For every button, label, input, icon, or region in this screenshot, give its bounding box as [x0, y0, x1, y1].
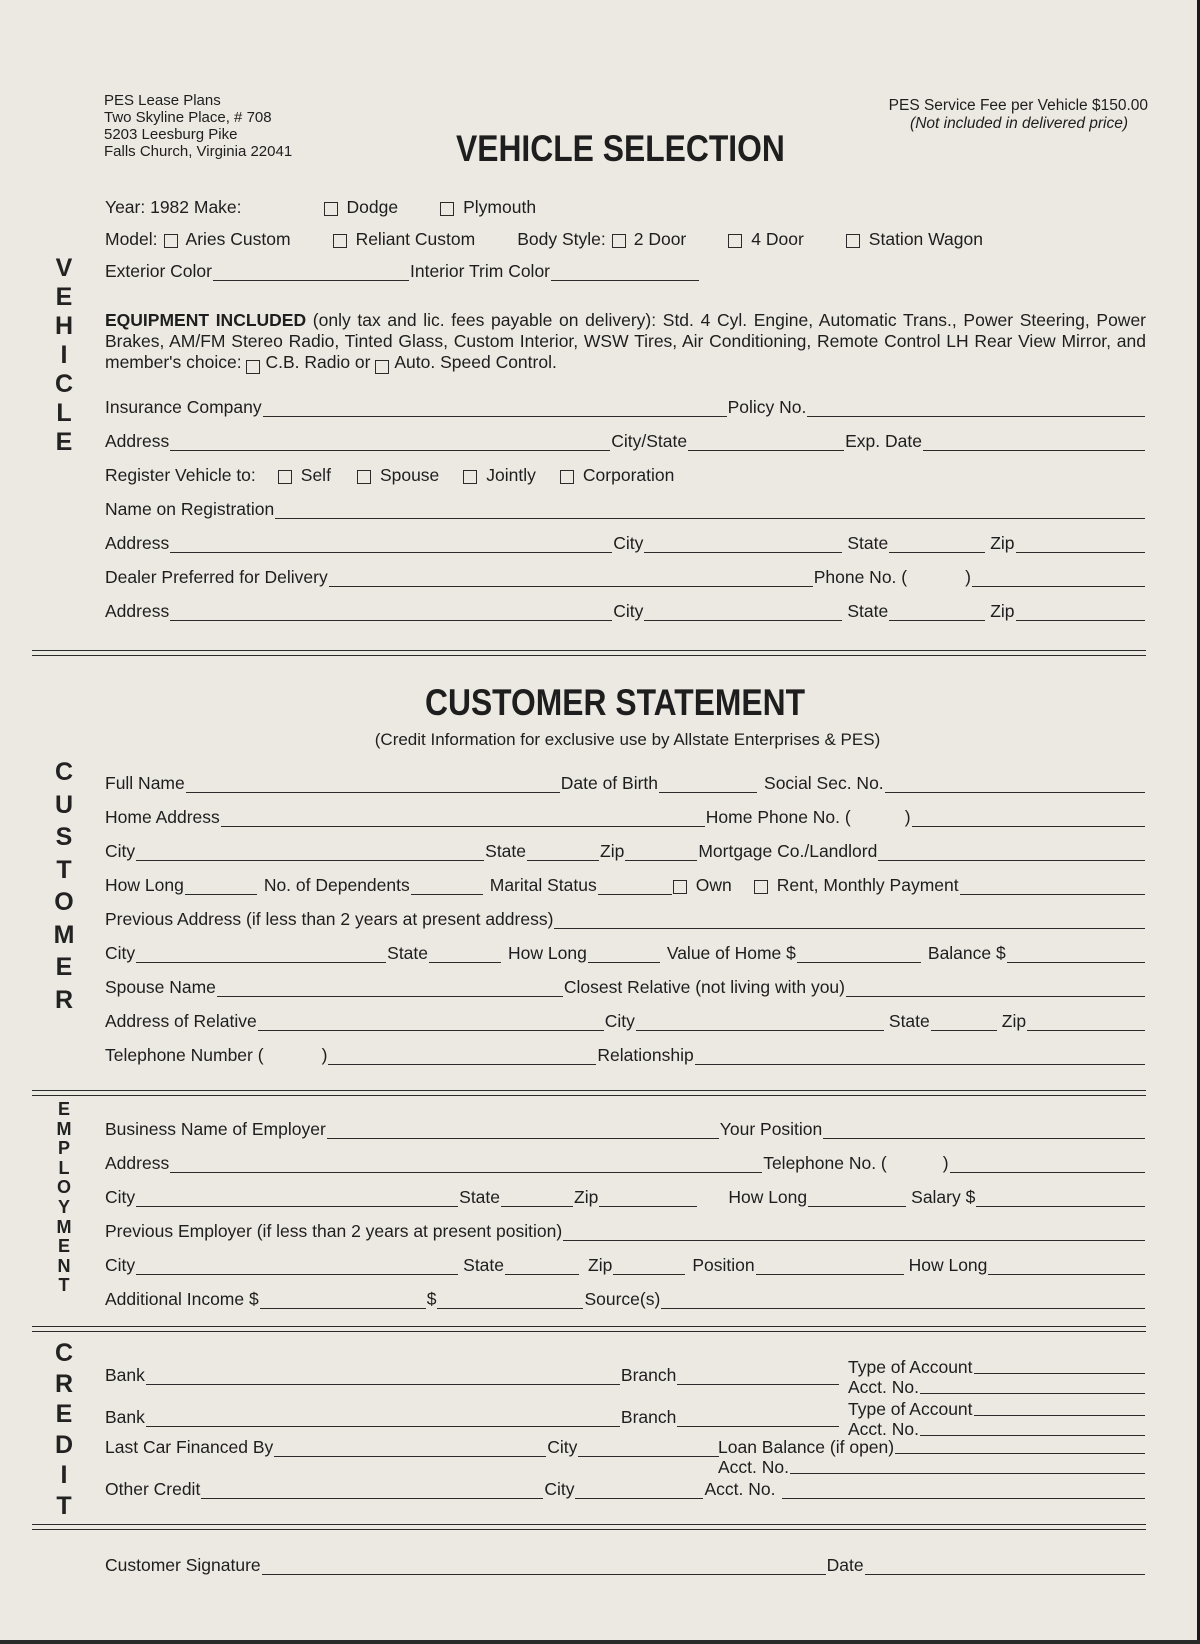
dealer-city-field[interactable] [644, 606, 842, 621]
other-credit-acct-field[interactable] [782, 1484, 1145, 1499]
section-divider [32, 1090, 1146, 1096]
previous-state-label: State [387, 943, 429, 963]
exp-date-field[interactable] [923, 436, 1145, 451]
registration-state-label: State [847, 533, 889, 553]
side-label-letter: E [55, 283, 73, 311]
side-label-letter: E [55, 953, 73, 981]
side-label-letter: H [54, 312, 74, 340]
previous-how-long-label: How Long [908, 1255, 988, 1275]
previous-address-label: Previous Address (if less than 2 years at present address) [105, 909, 554, 929]
dealer-row [105, 566, 1146, 590]
bank-row-2 [105, 1406, 840, 1430]
customer-how-long-field[interactable] [185, 880, 257, 895]
last-car-city-label: City [547, 1437, 578, 1457]
interior-trim-field[interactable] [551, 266, 699, 281]
acct-no-label: Acct. No. [848, 1377, 919, 1397]
customer-statement-subtitle: (Credit Information for exclusive use by Allstate Enterprises & PES) [374, 730, 881, 749]
employer-address-row [105, 1152, 1146, 1176]
service-fee-block [889, 97, 1148, 133]
side-label-letter: T [56, 1491, 72, 1520]
marital-status-field[interactable] [598, 880, 672, 895]
employer-row [105, 1118, 1146, 1142]
customer-state-field[interactable] [527, 846, 599, 861]
previous-city-label: City [105, 943, 136, 963]
dealer-label: Dealer Preferred for Delivery [105, 567, 328, 587]
type-of-account-field-2[interactable] [974, 1403, 1145, 1416]
value-of-home-field[interactable] [797, 948, 921, 963]
branch-label: Branch [620, 1365, 677, 1385]
home-address-label: Home Address [105, 807, 220, 827]
dob-label: Date of Birth [560, 773, 659, 793]
exterior-color-label: Exterior Color [105, 261, 212, 281]
customer-city-row [105, 840, 1146, 864]
branch-field-2[interactable] [677, 1412, 839, 1427]
dealer-phone-paren: ) [965, 567, 971, 587]
register-jointly-label: Jointly [486, 465, 536, 485]
mortgage-label: Mortgage Co./Landlord [698, 841, 878, 861]
last-car-city-field[interactable] [578, 1442, 719, 1457]
interior-trim-label: Interior Trim Color [409, 261, 551, 281]
registration-address-row [105, 532, 1146, 556]
side-label-credit [52, 1338, 76, 1521]
relationship-label: Relationship [597, 1045, 694, 1065]
employer-how-long-field[interactable] [808, 1192, 906, 1207]
model-label: Model: [105, 229, 158, 249]
previous-employer-row [105, 1220, 1146, 1244]
previous-employer-field[interactable] [563, 1226, 1145, 1241]
dob-field[interactable] [659, 778, 757, 793]
account-block-2 [848, 1400, 1146, 1442]
insurance-company-field[interactable] [263, 402, 727, 417]
two-door-checkbox[interactable] [612, 234, 626, 248]
side-label-letter: V [55, 254, 73, 282]
other-credit-city-label: City [544, 1479, 575, 1499]
signature-label: Customer Signature [105, 1555, 261, 1575]
two-door-label: 2 Door [633, 229, 687, 249]
city-state-field[interactable] [688, 436, 844, 451]
rent-label: Rent, Monthly Payment [776, 875, 959, 895]
home-phone-label: Home Phone No. ( [705, 807, 851, 827]
balance-field[interactable] [1007, 948, 1145, 963]
side-label-letter: N [57, 1255, 71, 1276]
side-label-letter: S [55, 823, 73, 851]
dealer-field[interactable] [329, 572, 813, 587]
previous-address-row [105, 908, 1146, 932]
ssn-field[interactable] [885, 778, 1145, 793]
side-label-letter: I [60, 1461, 68, 1489]
branch-label-2: Branch [620, 1407, 677, 1427]
previous-city-row [105, 942, 1146, 966]
other-credit-row [105, 1478, 1146, 1502]
body-style-label: Body Style: [517, 229, 606, 249]
section-divider [32, 1524, 1146, 1530]
rent-checkbox[interactable] [754, 880, 768, 894]
telephone-label: Telephone Number ( [105, 1045, 264, 1065]
side-label-letter: O [54, 888, 74, 916]
side-label-letter: D [54, 1430, 74, 1459]
value-of-home-label: Value of Home $ [666, 943, 796, 963]
closest-relative-label: Closest Relative (not living with you) [563, 977, 845, 997]
branch-field[interactable] [677, 1370, 839, 1385]
sender-address [104, 92, 292, 160]
type-of-account-field[interactable] [974, 1361, 1145, 1374]
employer-label: Business Name of Employer [105, 1119, 326, 1139]
full-name-row [105, 772, 1146, 796]
insurance-address-row [105, 430, 1146, 454]
dealer-state-label: State [847, 601, 889, 621]
register-spouse-label: Spouse [379, 465, 440, 485]
how-long-row [105, 874, 1146, 898]
previous-employer-zip-field[interactable] [613, 1260, 685, 1275]
plymouth-checkbox[interactable] [440, 202, 454, 216]
register-self-label: Self [300, 465, 331, 485]
telephone-paren: ) [321, 1045, 328, 1065]
cb-radio-checkbox[interactable] [246, 360, 260, 374]
home-phone-paren: ) [904, 807, 911, 827]
registration-city-field[interactable] [644, 538, 842, 553]
customer-city-label: City [105, 841, 136, 861]
speed-control-label: Auto. Speed Control. [394, 352, 557, 372]
marital-status-label: Marital Status [489, 875, 597, 895]
type-of-account-label: Type of Account [848, 1357, 973, 1377]
employer-how-long-label: How Long [728, 1187, 808, 1207]
customer-zip-label: Zip [600, 841, 625, 861]
speed-control-checkbox[interactable] [375, 360, 389, 374]
previous-employer-city-row [105, 1254, 1146, 1278]
loan-acct-no-field[interactable] [790, 1461, 1145, 1474]
signature-date-label: Date [826, 1555, 864, 1575]
balance-label: Balance $ [927, 943, 1006, 963]
type-of-account-label-2: Type of Account [848, 1399, 973, 1419]
last-car-label: Last Car Financed By [105, 1437, 274, 1457]
registration-address-field[interactable] [170, 538, 612, 553]
customer-city-field[interactable] [136, 846, 484, 861]
employer-phone-label: Telephone No. ( [763, 1153, 887, 1173]
equipment-included [105, 310, 1146, 373]
previous-employer-zip-label: Zip [588, 1255, 613, 1275]
customer-statement-title: CUSTOMER STATEMENT [425, 682, 806, 723]
insurance-row [105, 396, 1146, 420]
aries-custom-checkbox[interactable] [164, 234, 178, 248]
employer-city-field[interactable] [136, 1192, 458, 1207]
your-position-field[interactable] [823, 1124, 1145, 1139]
register-corporation-checkbox[interactable] [560, 470, 574, 484]
exterior-color-field[interactable] [213, 266, 409, 281]
employer-zip-field[interactable] [599, 1192, 697, 1207]
additional-income-field[interactable] [260, 1294, 426, 1309]
side-label-letter: E [55, 1400, 73, 1428]
side-label-letter: T [58, 1275, 70, 1296]
employer-state-label: State [459, 1187, 501, 1207]
spouse-name-field[interactable] [217, 982, 563, 997]
relative-city-label: City [604, 1011, 635, 1031]
telephone-field[interactable] [328, 1050, 596, 1065]
bank-field-2[interactable] [146, 1412, 620, 1427]
acct-no-field[interactable] [920, 1381, 1145, 1394]
employer-phone-paren: ) [942, 1153, 949, 1173]
employer-zip-label: Zip [574, 1187, 599, 1207]
section-divider [32, 1326, 1146, 1332]
relative-state-field[interactable] [931, 1016, 997, 1031]
registration-name-field[interactable] [275, 504, 1145, 519]
address-line: 5203 Leesburg Pike [104, 126, 238, 143]
additional-income-row [105, 1288, 1146, 1312]
bank-row-1 [105, 1364, 840, 1388]
side-label-letter: R [54, 1369, 74, 1398]
policy-no-label: Policy No. [727, 397, 807, 417]
loan-balance-block [718, 1438, 1146, 1480]
full-name-label: Full Name [105, 773, 185, 793]
registration-name-row [105, 498, 1146, 522]
address-line: PES Lease Plans [104, 92, 221, 109]
side-label-vehicle [52, 254, 76, 457]
side-label-letter: E [55, 428, 73, 456]
signature-row [105, 1554, 1146, 1578]
side-label-letter: M [56, 1118, 72, 1139]
previous-employer-city-field[interactable] [136, 1260, 458, 1275]
employer-address-label: Address [105, 1153, 170, 1173]
registration-state-field[interactable] [889, 538, 985, 553]
acct-no-field-2[interactable] [920, 1423, 1145, 1436]
previous-state-field[interactable] [429, 948, 501, 963]
insurance-address-label: Address [105, 431, 170, 451]
customer-how-long-label: How Long [105, 875, 184, 895]
service-fee: PES Service Fee per Vehicle $150.00 [888, 97, 1148, 114]
employer-state-field[interactable] [501, 1192, 573, 1207]
sources-label: Source(s) [584, 1289, 661, 1309]
customer-state-label: State [485, 841, 527, 861]
salary-label: Salary $ [911, 1187, 976, 1207]
acct-no-label-2: Acct. No. [848, 1419, 919, 1439]
signature-field[interactable] [262, 1560, 826, 1575]
side-label-letter: M [53, 920, 75, 949]
side-label-customer [52, 756, 76, 1016]
register-row [105, 464, 1146, 488]
registration-name-label: Name on Registration [105, 499, 275, 519]
loan-acct-no-label: Acct. No. [718, 1457, 789, 1477]
station-wagon-checkbox[interactable] [846, 234, 860, 248]
exp-date-label: Exp. Date [845, 431, 922, 451]
previous-employer-state-label: State [463, 1255, 505, 1275]
relative-city-field[interactable] [636, 1016, 884, 1031]
dealer-address-label: Address [105, 601, 170, 621]
relative-address-label: Address of Relative [105, 1011, 257, 1031]
plymouth-label: Plymouth [463, 197, 537, 217]
relative-address-field[interactable] [258, 1016, 604, 1031]
additional-income-dollar: $ [426, 1289, 437, 1309]
your-position-label: Your Position [719, 1119, 823, 1139]
insurance-company-label: Insurance Company [105, 397, 262, 417]
equipment-heading: EQUIPMENT INCLUDED [105, 310, 307, 330]
dependents-label: No. of Dependents [263, 875, 410, 895]
previous-how-long-label: How Long [508, 943, 587, 963]
dealer-zip-field[interactable] [1016, 606, 1145, 621]
side-label-letter: C [54, 758, 74, 786]
previous-how-long-field[interactable] [988, 1260, 1145, 1275]
reliant-custom-label: Reliant Custom [355, 229, 476, 249]
register-label: Register Vehicle to: [105, 465, 256, 485]
cb-radio-label: C.B. Radio or [265, 352, 371, 372]
reliant-custom-checkbox[interactable] [333, 234, 347, 248]
side-label-letter: C [54, 1339, 74, 1367]
insurance-address-field[interactable] [170, 436, 610, 451]
loan-balance-label: Loan Balance (if open) [718, 1437, 895, 1457]
section-divider [32, 650, 1146, 656]
other-credit-field[interactable] [201, 1484, 543, 1499]
closest-relative-field[interactable] [846, 982, 1145, 997]
side-label-letter: R [54, 985, 74, 1014]
other-credit-city-field[interactable] [575, 1484, 703, 1499]
side-label-letter: E [57, 1236, 70, 1257]
dealer-address-row [105, 600, 1146, 624]
side-label-letter: E [57, 1099, 70, 1119]
dodge-checkbox[interactable] [324, 202, 338, 216]
dodge-label: Dodge [346, 197, 399, 217]
customer-zip-field[interactable] [625, 846, 697, 861]
equipment-text: (only tax and lic. fees payable on delivery): Std. 4 Cyl. Engine, Automatic Trans., Power Steering, Power Brakes, AM/FM Stereo Radio, Tinted Glass, Custom Interior, WSW Tires, Air Conditioning, Remote Control LH Rear View Mirror, and member's choice: [105, 310, 1147, 372]
year-make-label: Year: 1982 Make: [105, 197, 242, 217]
relative-zip-label: Zip [1001, 1011, 1027, 1031]
page-edge-bottom [0, 1640, 1200, 1644]
model-row [105, 228, 1146, 252]
relationship-field[interactable] [695, 1050, 1145, 1065]
registration-address-label: Address [105, 533, 170, 553]
telephone-row [105, 1044, 1146, 1068]
four-door-checkbox[interactable] [728, 234, 742, 248]
color-row [105, 260, 1146, 284]
side-label-letter: I [60, 341, 68, 369]
dealer-city-label: City [613, 601, 644, 621]
side-label-employment [54, 1100, 74, 1296]
registration-city-label: City [613, 533, 644, 553]
address-line: Falls Church, Virginia 22041 [104, 143, 293, 160]
account-block-1 [848, 1358, 1146, 1400]
side-label-letter: Y [57, 1196, 70, 1217]
vehicle-selection-title: VEHICLE SELECTION [456, 128, 785, 169]
side-label-letter: O [56, 1177, 71, 1198]
side-label-letter: M [56, 1216, 72, 1237]
last-car-row [105, 1436, 720, 1460]
own-label: Own [695, 875, 732, 895]
register-jointly-checkbox[interactable] [463, 470, 477, 484]
address-line: Two Skyline Place, # 708 [104, 109, 272, 126]
employer-city-label: City [105, 1187, 136, 1207]
employer-city-row [105, 1186, 1146, 1210]
aries-custom-label: Aries Custom [185, 229, 291, 249]
dealer-phone-field[interactable] [972, 572, 1145, 587]
four-door-label: 4 Door [751, 229, 804, 249]
previous-city-field[interactable] [136, 948, 386, 963]
mortgage-field[interactable] [878, 846, 1145, 861]
register-corporation-label: Corporation [582, 465, 675, 485]
previous-address-field[interactable] [554, 914, 1145, 929]
other-credit-label: Other Credit [105, 1479, 201, 1499]
previous-employer-label: Previous Employer (if less than 2 years at present position) [105, 1221, 563, 1241]
dealer-zip-label: Zip [990, 601, 1015, 621]
relative-address-row [105, 1010, 1146, 1034]
additional-income-field-2[interactable] [437, 1294, 583, 1309]
other-credit-acct-label: Acct. No. [704, 1479, 776, 1499]
full-name-field[interactable] [186, 778, 560, 793]
own-checkbox[interactable] [673, 880, 687, 894]
policy-no-field[interactable] [807, 402, 1145, 417]
dealer-phone-label: Phone No. ( [813, 567, 908, 587]
last-car-field[interactable] [274, 1442, 546, 1457]
spouse-row [105, 976, 1146, 1000]
dealer-state-field[interactable] [889, 606, 985, 621]
bank-label-2: Bank [105, 1407, 145, 1427]
side-label-letter: L [58, 1157, 70, 1178]
side-label-letter: C [54, 370, 74, 398]
service-fee-note: (Not included in delivered price) [910, 115, 1128, 132]
relative-state-label: State [888, 1011, 930, 1031]
home-address-row [105, 806, 1146, 830]
home-phone-field[interactable] [912, 812, 1145, 827]
relative-zip-field[interactable] [1027, 1016, 1145, 1031]
register-spouse-checkbox[interactable] [357, 470, 371, 484]
registration-zip-field[interactable] [1016, 538, 1145, 553]
register-self-checkbox[interactable] [278, 470, 292, 484]
ssn-label: Social Sec. No. [764, 773, 884, 793]
employer-phone-field[interactable] [950, 1158, 1145, 1173]
bank-field[interactable] [146, 1370, 620, 1385]
previous-position-field[interactable] [756, 1260, 904, 1275]
previous-position-label: Position [692, 1255, 755, 1275]
employer-address-field[interactable] [170, 1158, 762, 1173]
sources-field[interactable] [661, 1294, 1145, 1309]
dependents-field[interactable] [411, 880, 483, 895]
year-make-row [105, 196, 1146, 220]
side-label-letter: L [56, 399, 72, 427]
city-state-label: City/State [611, 431, 688, 451]
loan-balance-field[interactable] [895, 1441, 1145, 1454]
station-wagon-label: Station Wagon [868, 229, 983, 249]
previous-how-long-field[interactable] [588, 948, 660, 963]
signature-date-field[interactable] [865, 1560, 1145, 1575]
previous-employer-state-field[interactable] [505, 1260, 579, 1275]
home-address-field[interactable] [221, 812, 705, 827]
rent-payment-field[interactable] [960, 880, 1145, 895]
employer-field[interactable] [327, 1124, 719, 1139]
side-label-letter: P [57, 1138, 70, 1159]
dealer-address-field[interactable] [170, 606, 612, 621]
side-label-letter: T [56, 855, 72, 884]
spouse-name-label: Spouse Name [105, 977, 216, 997]
previous-employer-city-label: City [105, 1255, 136, 1275]
additional-income-label: Additional Income $ [105, 1289, 259, 1309]
bank-label: Bank [105, 1365, 145, 1385]
registration-zip-label: Zip [990, 533, 1015, 553]
salary-field[interactable] [976, 1192, 1145, 1207]
side-label-letter: U [54, 790, 74, 819]
